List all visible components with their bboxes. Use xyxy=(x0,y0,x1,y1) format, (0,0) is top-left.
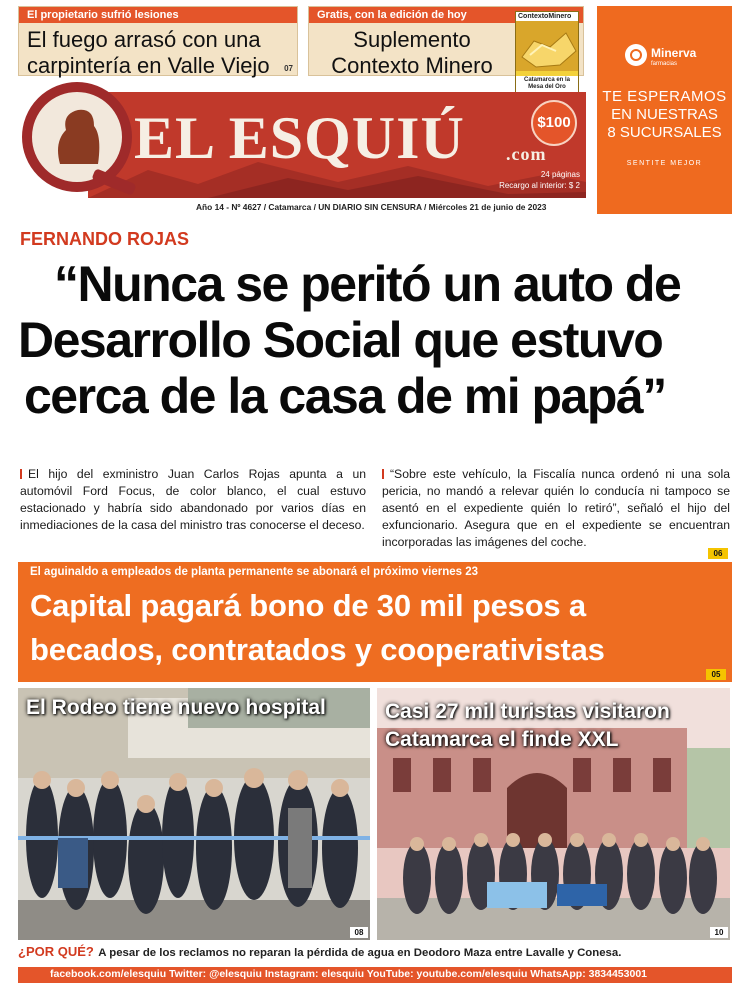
page-number: 07 xyxy=(284,64,293,73)
page-number: 08 xyxy=(350,927,368,938)
ad-tagline: SENTITE MEJOR xyxy=(626,160,703,167)
supplement-cover xyxy=(515,11,579,95)
page-number: 10 xyxy=(710,927,728,938)
minerva-logo-icon xyxy=(625,44,647,66)
ad-brand: Minerva xyxy=(651,46,697,60)
lead-headline-line: Desarrollo Social que estuvo xyxy=(18,312,663,368)
silhouette-icon xyxy=(32,92,122,182)
masthead-banner xyxy=(88,92,586,198)
lead-headline[interactable] xyxy=(18,256,738,424)
bonus-headline-line: becados, contratados y cooperativistas xyxy=(30,632,605,667)
masthead-logo-text: EL ESQUIÚ xyxy=(134,105,465,171)
social-links: facebook.com/elesquiu Twitter: @elesquiu Instagram: elesquiu YouTube: youtube.com/elesquiu WhatsApp: 3834453001 xyxy=(50,968,648,980)
hospital-photo[interactable] xyxy=(18,688,370,940)
edition-line: Año 14 - Nº 4627 / Catamarca / UN DIARIO SIN CENSURA / Miércoles 21 de junio de 2023 xyxy=(196,202,547,212)
supplement-cover-caption: Catamarca en la Mesa del Oro xyxy=(516,76,578,92)
ad-brand-sub: farmacias xyxy=(651,61,678,67)
red-bar xyxy=(382,469,384,479)
question-row xyxy=(18,943,732,965)
teaser-kicker: Gratis, con la edición de hoy xyxy=(309,7,583,23)
supplement-cover-title: ContextoMinero xyxy=(516,12,578,21)
lead-headline-line: cerca de la casa de mi papá” xyxy=(24,368,666,424)
bonus-headline xyxy=(30,584,740,672)
page-number: 06 xyxy=(708,548,728,559)
question-label: ¿POR QUÉ? xyxy=(18,944,94,959)
lead-text: El hijo del exministro Juan Carlos Rojas apunta a un automóvil Ford Focus, de color blanco, el cual estuvo estacionado y habría sido abandonado por varios días en inmediaciones de la casa del ministro tras conocerse el deceso. xyxy=(20,467,366,532)
ad-line-2: EN NUESTRAS xyxy=(611,106,718,123)
question-text: A pesar de los reclamos no reparan la pérdida de agua en Deodoro Maza entre Lavalle y Conesa. xyxy=(98,947,622,959)
teaser-headline: El fuego arrasó con una carpintería en Valle Viejo xyxy=(27,27,270,78)
lead-column-2 xyxy=(382,466,730,551)
gold-nugget-icon xyxy=(516,21,579,71)
bonus-kicker: El aguinaldo a empleados de planta permanente se abonará el próximo viernes 23 xyxy=(30,566,479,578)
ad-line-3: 8 SUCURSALES xyxy=(607,124,722,141)
hospital-headline: El Rodeo tiene nuevo hospital xyxy=(26,696,326,719)
teaser-supplement[interactable] xyxy=(308,6,584,90)
masthead-surcharge: Recargo al interior: $ 2 xyxy=(499,181,580,190)
page-number: 05 xyxy=(706,669,726,680)
masthead-pages: 24 páginas xyxy=(540,170,580,179)
tourists-headline xyxy=(385,698,670,754)
social-strip xyxy=(18,967,732,983)
hospital-ribbon-cutting-image xyxy=(18,688,370,940)
masthead-logo-suffix: .com xyxy=(506,144,547,164)
lead-byline: FERNANDO ROJAS xyxy=(20,229,190,249)
minerva-ad[interactable] xyxy=(597,6,732,214)
tourists-headline-line: Catamarca el finde XXL xyxy=(385,728,619,751)
lead-text: “Sobre este vehículo, la Fiscalía nunca ordenó ni una sola pericia, no mandó a relevar quién lo conducía ni tampoco se asentó en el expediente quién lo retiró”, señaló el hijo del exfuncionario. Asegura que en el expediente se encuentran incorporadas las imágenes del coche. xyxy=(382,467,730,549)
teaser-kicker: El propietario sufrió lesiones xyxy=(19,7,297,23)
tourists-photo[interactable] xyxy=(377,688,730,940)
lead-headline-line: “Nunca se peritó un auto de xyxy=(54,256,681,312)
teaser-fire[interactable] xyxy=(18,6,298,76)
ad-line-1: TE ESPERAMOS xyxy=(602,88,727,105)
tourists-headline-line: Casi 27 mil turistas visitaron xyxy=(385,700,670,723)
lead-column-1 xyxy=(20,466,366,534)
bonus-headline-line: Capital pagará bono de 30 mil pesos a xyxy=(30,588,586,623)
price-badge: $100 xyxy=(531,100,577,146)
bonus-story[interactable] xyxy=(18,562,732,682)
red-bar xyxy=(20,469,22,479)
teaser-headline: Suplemento Contexto Minero xyxy=(331,27,493,78)
